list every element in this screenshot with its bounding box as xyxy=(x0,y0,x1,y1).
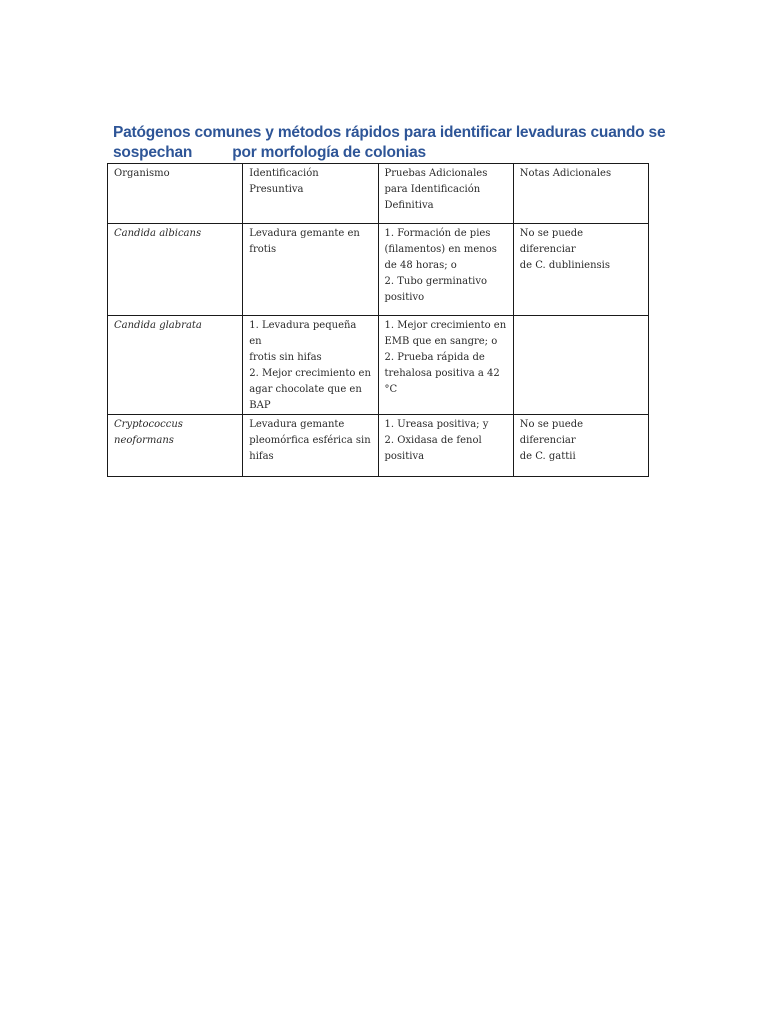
cell-line: (filamentos) en menos xyxy=(384,244,497,255)
organism-cell: Candida glabrata xyxy=(108,316,243,415)
table-row xyxy=(108,415,649,477)
cell-line: 1. Mejor crecimiento en xyxy=(384,320,507,331)
table-row xyxy=(108,316,649,415)
notes-cell xyxy=(513,224,648,316)
additional-tests-cell xyxy=(378,415,513,477)
header-notes: Notas Adicionales xyxy=(513,164,648,224)
cell-line: pleomórfica esférica sin xyxy=(249,435,371,446)
cell-line: 2. Prueba rápida de xyxy=(384,352,485,363)
cell-line: de C. gattii xyxy=(519,451,576,462)
header-additional-tests xyxy=(378,164,513,224)
table-header-row xyxy=(108,164,649,224)
title-line-2-end: por morfología de colonias xyxy=(232,144,426,161)
cell-line: Levadura gemante xyxy=(249,419,345,430)
cell-line: hifas xyxy=(249,451,274,462)
notes-cell xyxy=(513,316,648,415)
cell-line: frotis sin hifas xyxy=(249,352,322,363)
cell-line: 2. Mejor crecimiento en xyxy=(249,368,371,379)
header-organism: Organismo xyxy=(108,164,243,224)
cell-line: 2. Tubo germinativo xyxy=(384,276,487,287)
cell-line: positivo xyxy=(384,292,425,303)
cell-line: BAP xyxy=(249,400,271,411)
header-additional-line: para Identificación xyxy=(384,184,481,195)
title-line-2 xyxy=(113,143,673,163)
presumptive-cell xyxy=(243,316,378,415)
organism-cell: Cryptococcus neoformans xyxy=(108,415,243,477)
cell-line: Levadura gemante en xyxy=(249,228,360,239)
cell-line: de C. dubliniensis xyxy=(519,260,610,271)
presumptive-cell xyxy=(243,224,378,316)
cell-line: agar chocolate que en xyxy=(249,384,362,395)
cell-line: No se puede diferenciar xyxy=(519,228,584,255)
document-title xyxy=(113,123,673,163)
header-presumptive: Identificación Presuntiva xyxy=(243,164,378,224)
additional-tests-cell xyxy=(378,316,513,415)
cell-line: 1. Formación de pies xyxy=(384,228,491,239)
notes-cell xyxy=(513,415,648,477)
title-line-2-start: sospechan xyxy=(113,144,193,161)
cell-line: frotis xyxy=(249,244,277,255)
cell-line: positiva xyxy=(384,451,425,462)
cell-line: No se puede diferenciar xyxy=(519,419,584,446)
organism-cell: Candida albicans xyxy=(108,224,243,316)
table-row xyxy=(108,224,649,316)
presumptive-cell xyxy=(243,415,378,477)
cell-line: °C xyxy=(384,384,398,395)
cell-line: 1. Levadura pequeña en xyxy=(249,320,357,347)
header-additional-line: Definitiva xyxy=(384,200,434,211)
cell-line: 1. Ureasa positiva; y xyxy=(384,419,489,430)
yeast-identification-table xyxy=(107,163,649,477)
cell-line: 2. Oxidasa de fenol xyxy=(384,435,482,446)
additional-tests-cell xyxy=(378,224,513,316)
header-additional-line: Pruebas Adicionales xyxy=(384,168,488,179)
title-line-1: Patógenos comunes y métodos rápidos para identificar levaduras cuando se xyxy=(113,124,666,141)
cell-line: trehalosa positiva a 42 xyxy=(384,368,500,379)
cell-line: EMB que en sangre; o xyxy=(384,336,498,347)
cell-line: de 48 horas; o xyxy=(384,260,457,271)
